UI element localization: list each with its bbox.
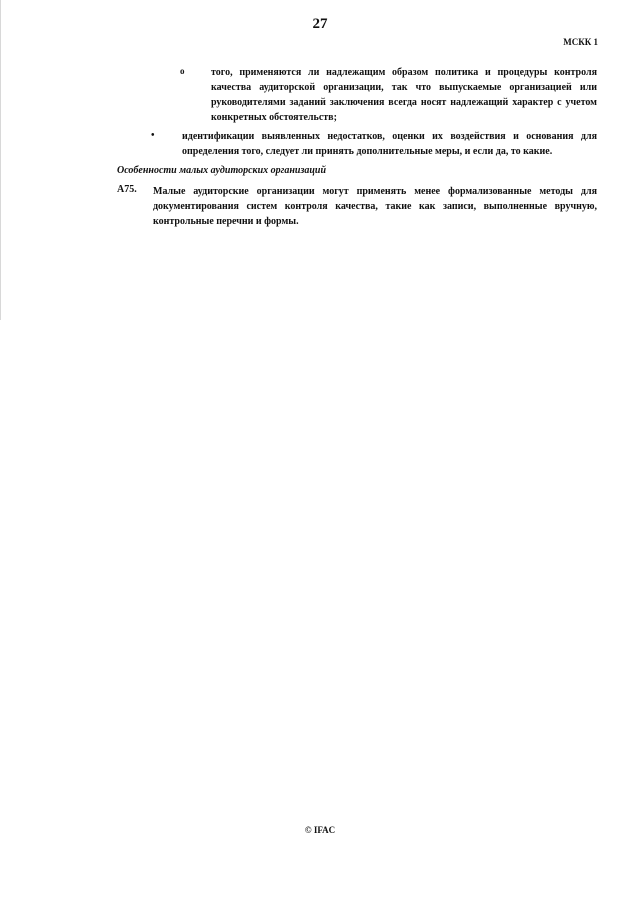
footer-copyright: © IFAC [304, 825, 336, 835]
sub-bullet-marker: o [180, 66, 185, 76]
bullet-marker: • [151, 130, 155, 141]
document-code: МСКК 1 [563, 37, 598, 47]
sub-bullet-text: того, применяются ли надлежащим образом политика и процедуры контроля качества аудиторской организации, так что выпускаемые организацией или руководителями заданий заключения всегда носят надлежащий характер с учетом конкретных обстоятельств; [211, 67, 597, 123]
paragraph-text: Малые аудиторские организации могут применять менее формализованные методы для документирования систем контроля качества, такие как записи, выполненные вручную, контрольные перечни и формы. [153, 186, 597, 227]
bullet-text: идентификации выявленных недостатков, оценки их воздействия и основания для определения того, следует ли принять дополнительные меры, и если да, то какие. [182, 131, 597, 157]
page-number: 27 [312, 16, 328, 32]
section-heading: Особенности малых аудиторских организаций [117, 165, 327, 176]
scan-edge [0, 0, 1, 320]
paragraph-number: A75. [117, 184, 137, 195]
